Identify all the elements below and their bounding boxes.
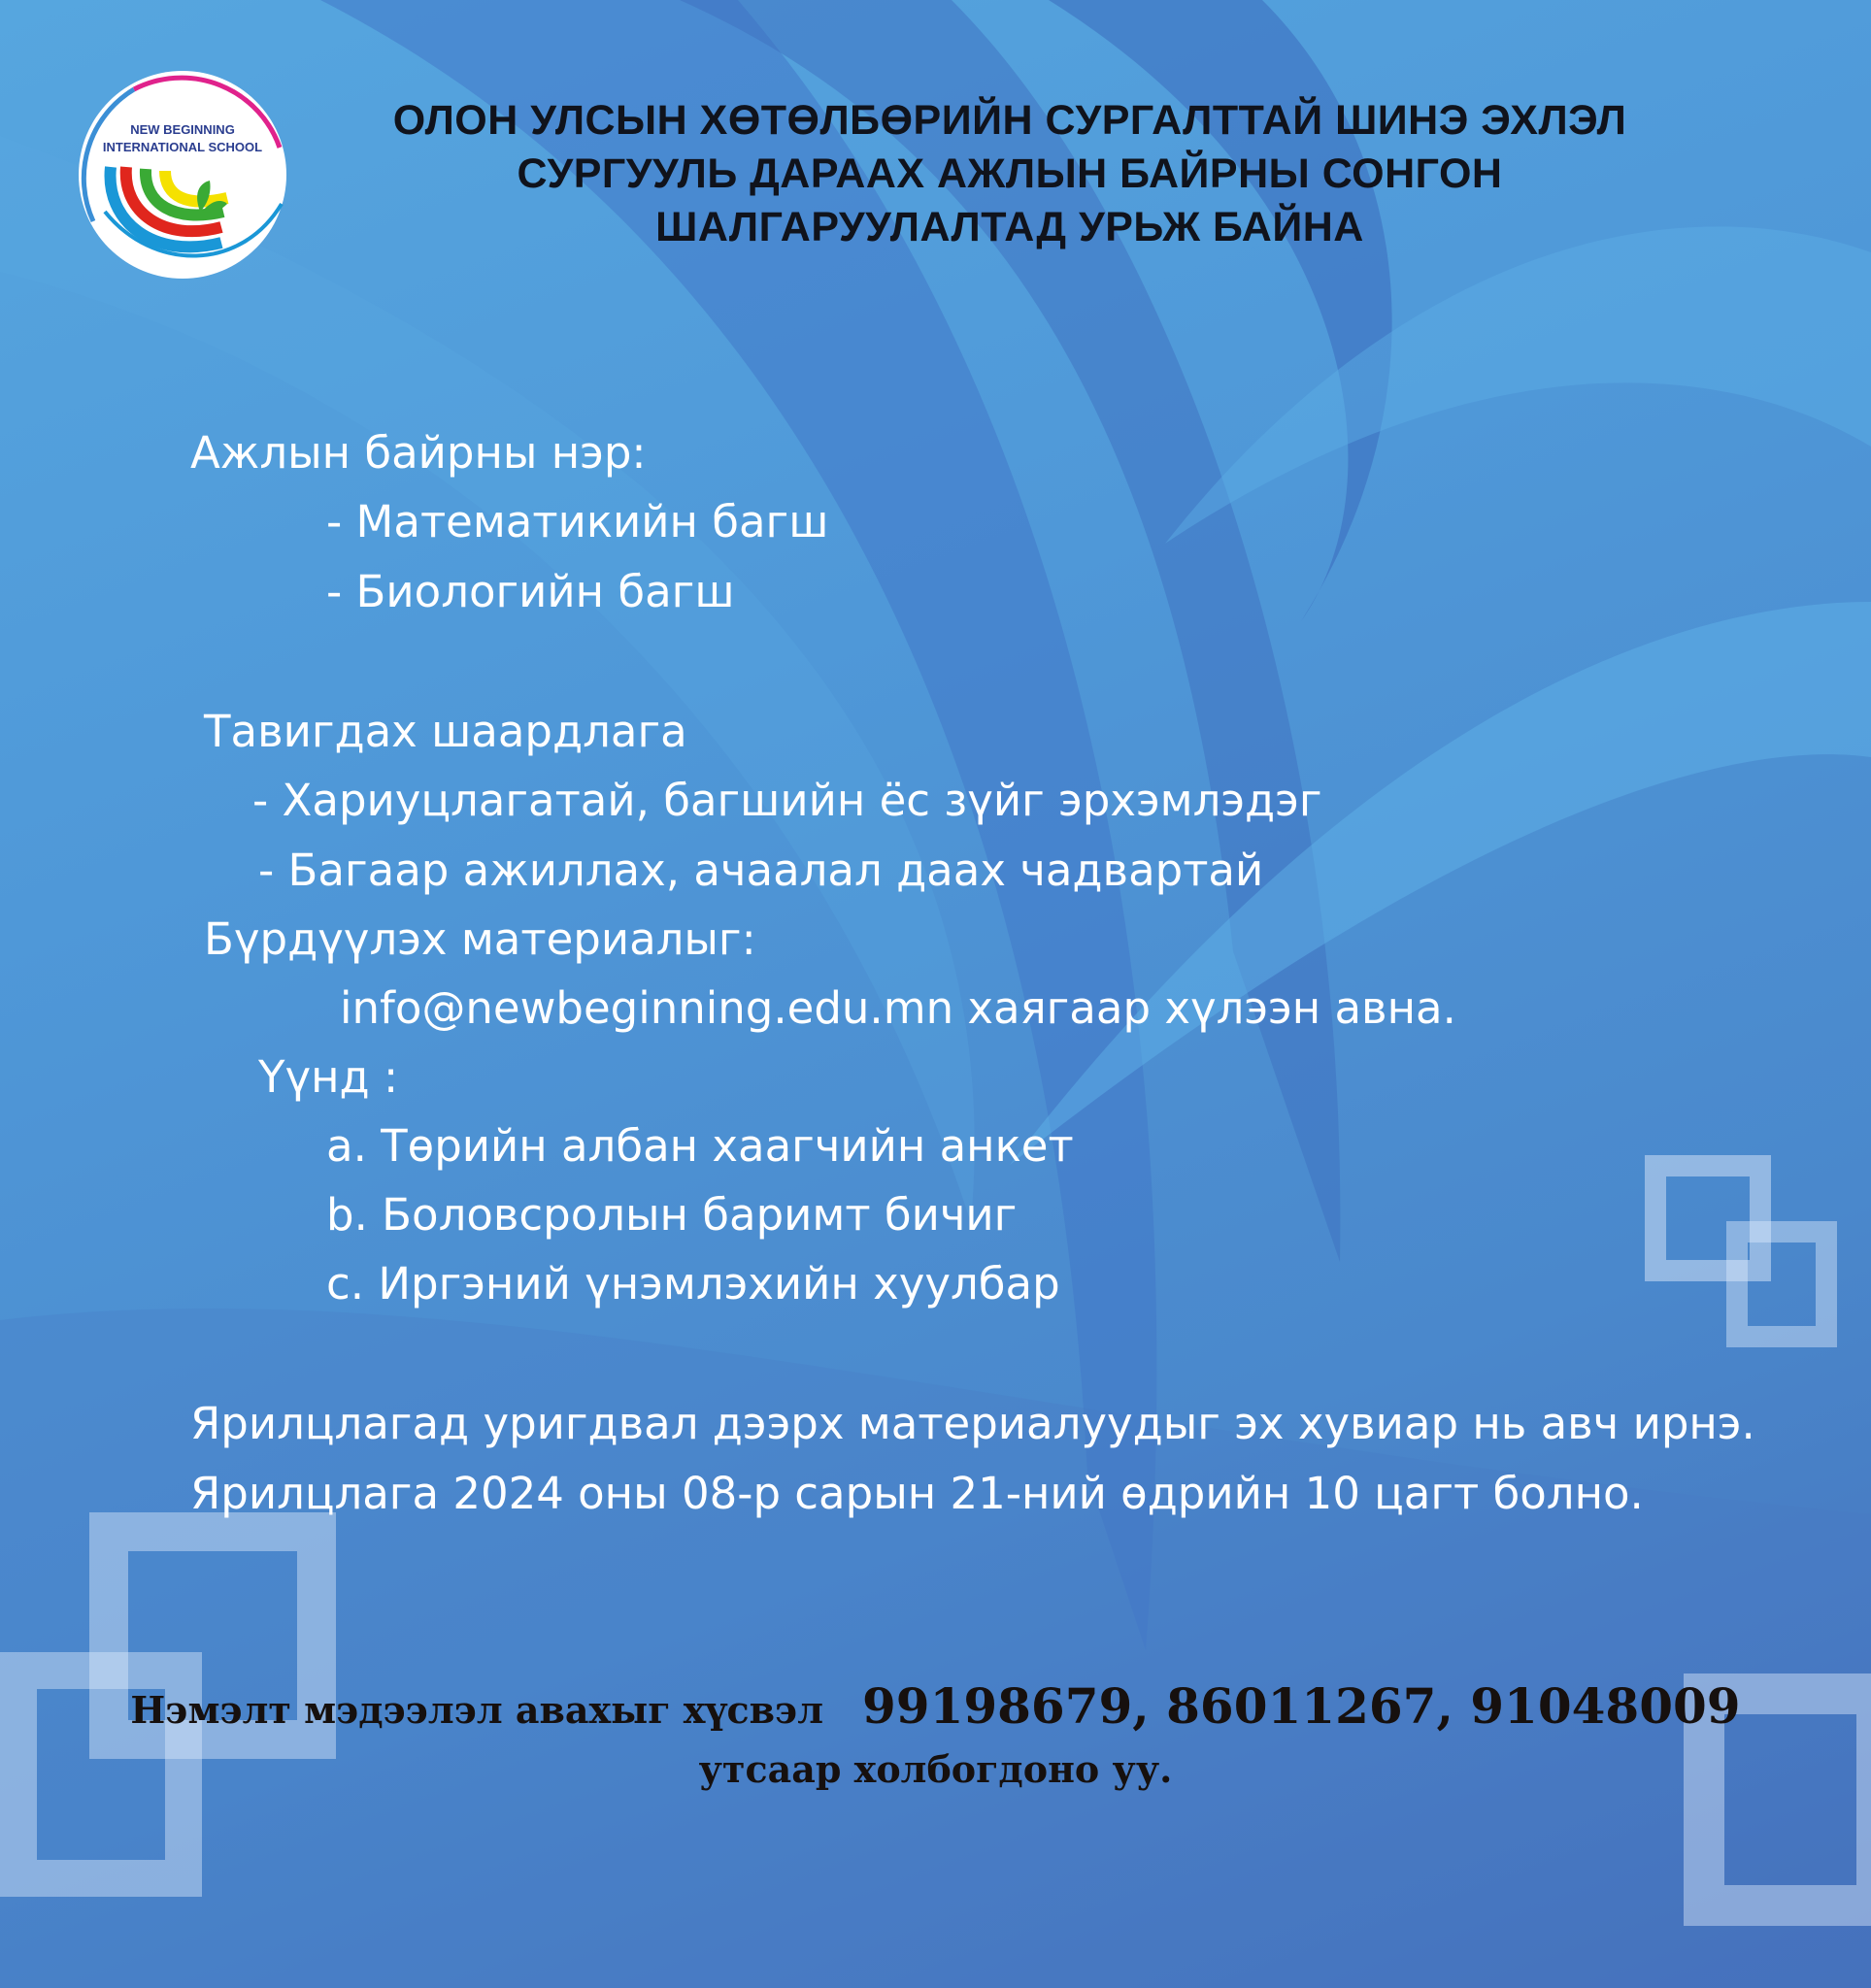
position-item: - Биологийн багш (326, 566, 735, 617)
title-line-3: ШАЛГАРУУЛАЛТАД УРЬЖ БАЙНА (655, 204, 1364, 250)
logo-text-line2: INTERNATIONAL SCHOOL (102, 140, 263, 154)
requirements-heading: Тавигдах шаардлага (204, 706, 687, 757)
requirement-item: - Хариуцлагатай, багшийн ёс зүйг эрхэмлэдэг (252, 775, 1322, 826)
materials-includes-label: Үүнд : (258, 1051, 399, 1103)
material-item: c. Иргэний үнэмлэхийн хуулбар (326, 1258, 1060, 1309)
requirement-item: - Багаар ажиллах, ачаалал даах чадвартай (258, 845, 1264, 896)
contact-line-1 (0, 1677, 1871, 1735)
contact-phones: 99198679, 86011267, 91048009 (861, 1677, 1741, 1735)
decor-square (1726, 1221, 1837, 1347)
contact-suffix: утсаар холбогдоно уу. (698, 1747, 1173, 1791)
positions-heading: Ажлын байрны нэр: (190, 427, 647, 479)
logo-text-line1: NEW BEGINNING (130, 122, 235, 137)
interview-line-1: Ярилцлагад уригдвал дээрх материалуудыг эх хувиар нь авч ирнэ. (190, 1398, 1755, 1449)
interview-line-2: Ярилцлага 2024 оны 08-р сарын 21-ний өдрийн 10 цагт болно. (190, 1468, 1644, 1519)
position-item: - Математикийн багш (326, 496, 829, 547)
materials-heading: Бүрдүүлэх материалыг: (204, 913, 756, 965)
material-item: a. Төрийн албан хаагчийн анкет (326, 1120, 1074, 1172)
title-line-2: СУРГУУЛЬ ДАРААХ АЖЛЫН БАЙРНЫ СОНГОН (517, 150, 1503, 197)
material-item: b. Боловсролын баримт бичиг (326, 1189, 1018, 1241)
school-logo (76, 66, 289, 284)
materials-email-line: info@newbeginning.edu.mn хаягаар хүлээн авна. (340, 982, 1456, 1034)
title-line-1: ОЛОН УЛСЫН ХӨТӨЛБӨРИЙН СУРГАЛТТАЙ ШИНЭ ЭХЛЭЛ (392, 97, 1627, 144)
contact-prefix: Нэмэлт мэдээлэл авахыг хүсвэл (130, 1688, 823, 1732)
